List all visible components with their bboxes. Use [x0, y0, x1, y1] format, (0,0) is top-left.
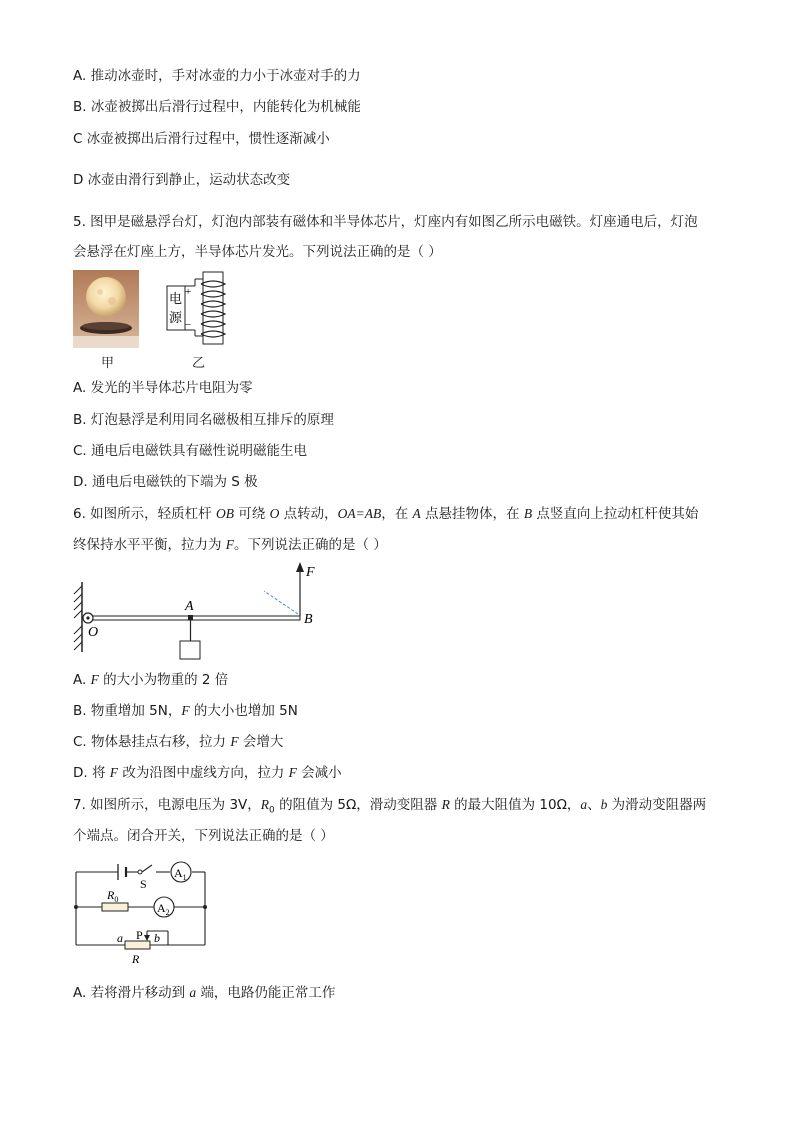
minus-sign: −	[185, 319, 192, 331]
label-O: O	[88, 625, 99, 640]
label-S: S	[140, 877, 147, 891]
svg-text:A1: $A_1$	[174, 866, 187, 882]
label-F: F	[306, 565, 315, 580]
label-B: B	[304, 612, 313, 627]
resistor-R0	[102, 903, 128, 911]
circuit-diagram	[70, 855, 215, 970]
q4-option-b: B. 冰壶被掷出后滑行过程中，内能转化为机械能	[73, 99, 361, 115]
svg-text:R0: $R_0$	[107, 888, 119, 904]
lever-diagram	[70, 560, 330, 665]
q5-stem-line1: 5. 图甲是磁悬浮台灯，灯泡内部装有磁体和半导体芯片，灯座内有如图乙所示电磁铁。灯座通电后，灯泡	[73, 214, 698, 230]
svg-text:A2: $A_2$	[157, 901, 170, 917]
q4-option-d: D 冰壶由滑行到静止，运动状态改变	[73, 172, 291, 188]
q6-stem-line1: 6. 如图所示，轻质杠杆 OB 可绕 O 点转动，OA=AB，在 A 点悬挂物体，在 B 点竖直向上拉动杠杆使其始	[73, 506, 699, 522]
hanging-weight	[180, 641, 200, 659]
lever-bar	[93, 616, 300, 620]
q5-option-b: B. 灯泡悬浮是利用同名磁极相互排斥的原理	[73, 412, 334, 428]
q5-option-d: D. 通电后电磁铁的下端为 S 极	[73, 474, 258, 490]
q6-option-d: D. 将 F 改为沿图中虚线方向，拉力 F 会减小	[73, 765, 342, 781]
slider-P	[144, 935, 150, 941]
q6-option-c: C. 物体悬挂点右移，拉力 F 会增大	[73, 734, 284, 750]
power-label-2: 源	[169, 310, 183, 325]
dashed-force-direction	[264, 591, 298, 614]
rheostat-R	[125, 941, 150, 949]
switch-contact	[138, 870, 142, 874]
q5-stem-line2: 会悬浮在灯座上方，半导体芯片发光。下列说法正确的是（ ）	[73, 244, 442, 260]
switch-blade	[142, 865, 152, 872]
q7-option-a: A. 若将滑片移动到 a 端，电路仍能正常工作	[73, 985, 336, 1001]
q5-option-c: C. 通电后电磁铁具有磁性说明磁能生电	[73, 443, 308, 459]
q6-stem-line2: 终保持水平平衡，拉力为 F。下列说法正确的是（ ）	[73, 537, 387, 553]
power-label-1: 电	[169, 291, 183, 306]
q4-option-c: C 冰壶被掷出后滑行过程中，惯性逐渐减小	[73, 131, 330, 147]
electromagnet-diagram	[165, 270, 231, 348]
q7-stem-line2: 个端点。闭合开关，下列说法正确的是（ ）	[73, 828, 334, 844]
q6-option-a: A. F 的大小为物重的 2 倍	[73, 672, 229, 688]
fig-caption-jia: 甲	[101, 356, 115, 371]
fig-caption-yi: 乙	[192, 356, 206, 371]
q7-stem-line1: 7. 如图所示，电源电压为 3V，$R_0$ 的阻值为 5Ω，滑动变阻器 R 的最大阻值为 10Ω，a、b 为滑动变阻器两	[73, 797, 707, 816]
label-A: A	[185, 599, 194, 614]
q6-option-b: B. 物重增加 5N，F 的大小也增加 5N	[73, 703, 298, 719]
maglev-lamp-photo	[73, 270, 139, 348]
label-b: b	[154, 931, 160, 945]
label-P: P	[136, 928, 143, 942]
wall-hatching	[74, 586, 82, 650]
q5-option-a: A. 发光的半导体芯片电阻为零	[73, 380, 253, 396]
label-R: R	[132, 952, 140, 966]
label-a: a	[117, 931, 123, 945]
plus-sign: +	[185, 286, 192, 298]
q4-option-a: A. 推动冰壶时，手对冰壶的力小于冰壶对手的力	[73, 68, 361, 84]
